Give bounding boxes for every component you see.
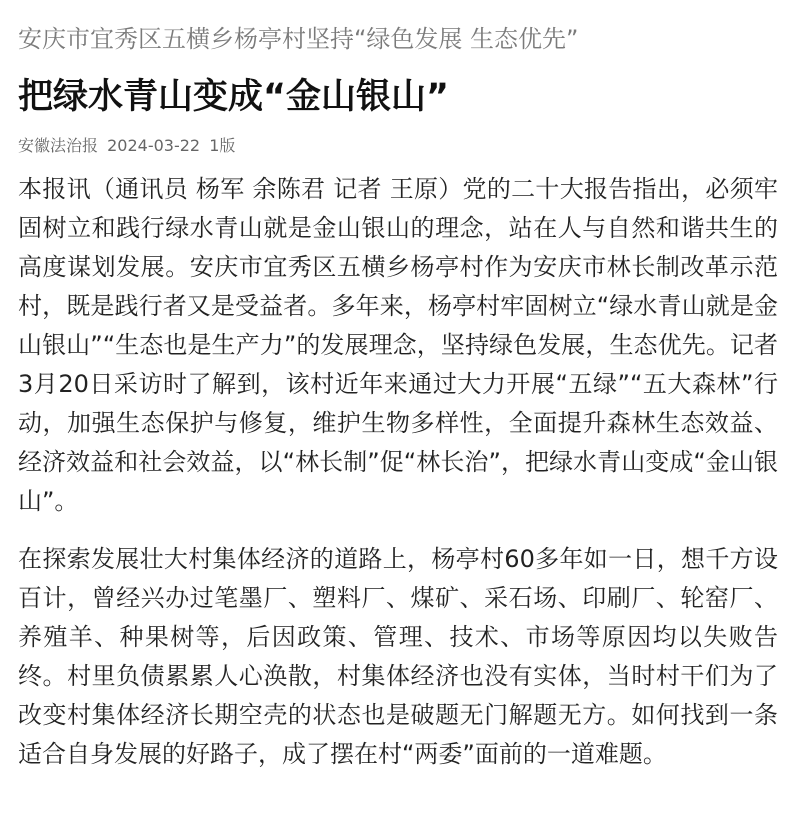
- article-source: 安徽法治报: [18, 136, 99, 155]
- article-meta: [18, 134, 239, 158]
- article-edition: 1版: [209, 136, 236, 155]
- article-title: 把绿水青山变成“金山银山”: [18, 77, 450, 117]
- article-subtitle: 安庆市宜秀区五横乡杨亭村坚持“绿色发展 生态优先”: [18, 25, 579, 53]
- article-body: [18, 170, 778, 793]
- article-paragraph: 本报讯（通讯员 杨军 余陈君 记者 王原）党的二十大报告指出，必须牢固树立和践行绿水青山就是金山银山的理念，站在人与自然和谐共生的高度谋划发展。安庆市宜秀区五横乡杨亭村作为安庆市林长制改革示范村，既是践行者又是受益者。多年来，杨亭村牢固树立“绿水青山就是金山银山”“生态也是生产力”的发展理念，坚持绿色发展，生态优先。记者3月20日采访时了解到，该村近年来通过大力开展“五绿”“五大森林”行动，加强生态保护与修复，维护生物多样性，全面提升森林生态效益、经济效益和社会效益，以“林长制”促“林长治”，把绿水青山变成“金山银山”。: [18, 175, 778, 515]
- article-paragraph: 在探索发展壮大村集体经济的道路上，杨亭村60多年如一日，想千方设百计，曾经兴办过笔墨厂、塑料厂、煤矿、采石场、印刷厂、轮窑厂、养殖羊、种果树等，后因政策、管理、技术、市场等原因均以失败告终。村里负债累累人心涣散，村集体经济也没有实体，当时村干们为了改变村集体经济长期空壳的状态也是破题无门解题无方。如何找到一条适合自身发展的好路子，成了摆在村“两委”面前的一道难题。: [18, 545, 778, 768]
- article-date: 2024-03-22: [107, 136, 201, 155]
